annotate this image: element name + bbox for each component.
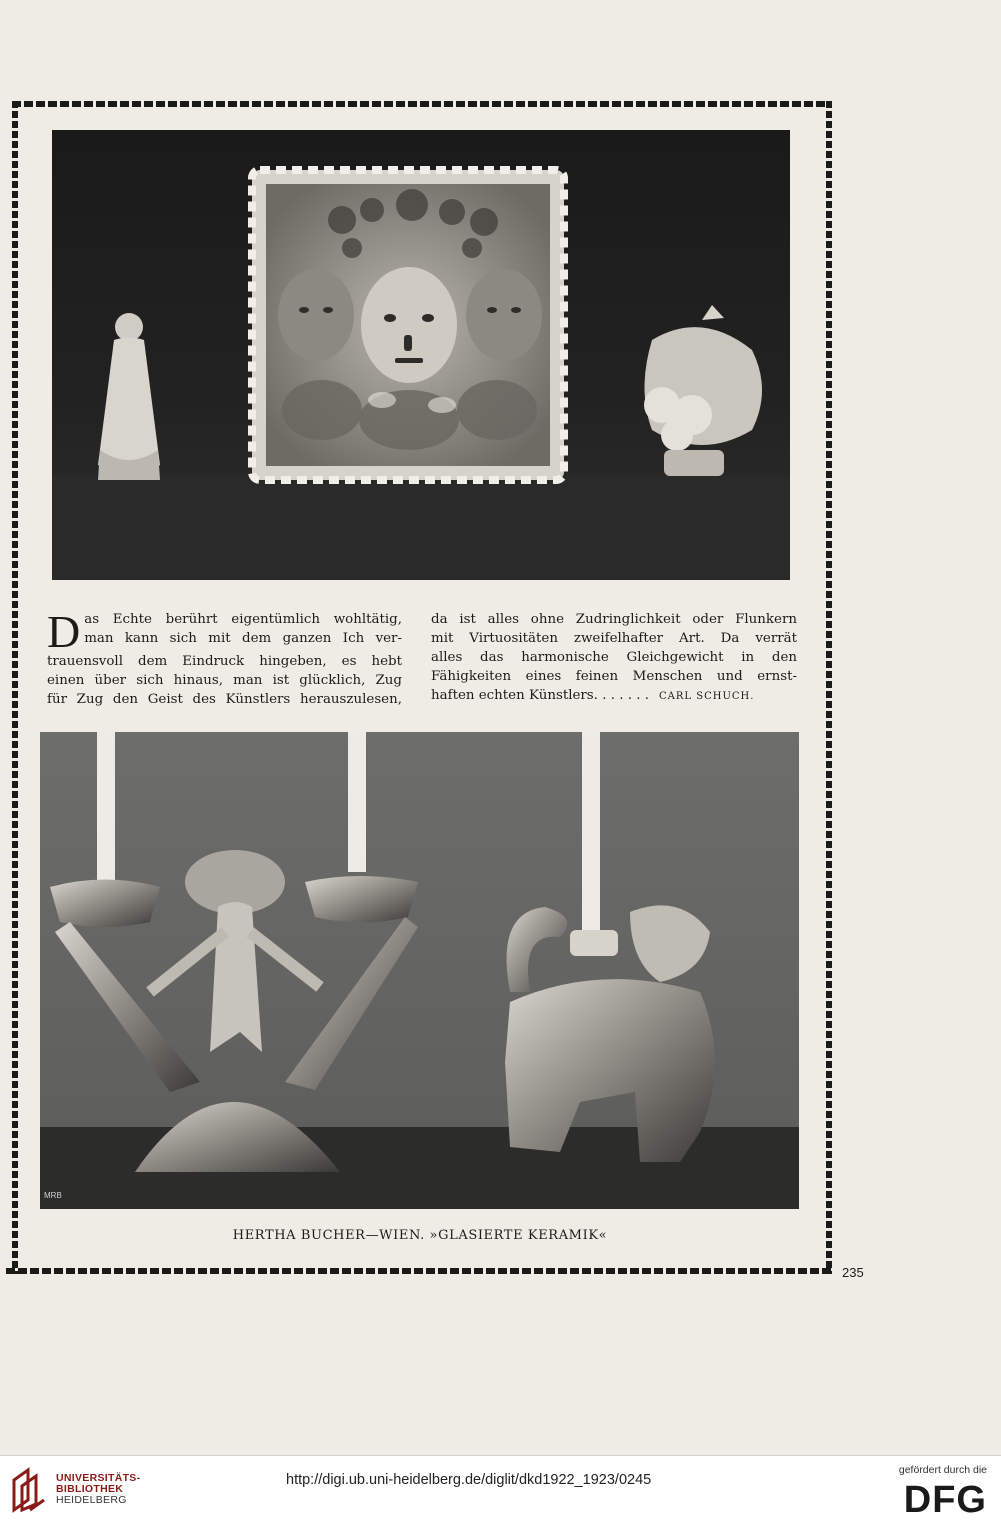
funding-note: gefördert durch die	[898, 1464, 987, 1476]
text-line: trauensvoll dem Eindruck hingeben, es hebt	[47, 654, 402, 669]
frame-top-border	[12, 101, 832, 107]
text-line: mit Virtuositäten zweifelhafter Art. Da verrät	[431, 631, 797, 646]
text-column-left	[47, 606, 402, 709]
photo-monogram: MRB	[44, 1191, 62, 1200]
page-number: 235	[842, 1265, 864, 1280]
bottom-photo-image	[40, 732, 799, 1209]
text-line-end: haften echten Künstlers. . . . . . .	[431, 688, 650, 703]
frame-bottom-border	[6, 1268, 832, 1274]
text-column-right	[431, 610, 797, 706]
text-line: Fähigkeiten eines feinen Menschen und ernst-	[431, 669, 797, 684]
drop-cap-letter: D	[47, 606, 81, 657]
dfg-logo: DFG	[903, 1479, 987, 1521]
library-name-line: BIBLIOTHEK	[56, 1483, 124, 1495]
top-photo-image	[52, 130, 790, 580]
image-caption: HERTHA BUCHER—WIEN. »GLASIERTE KERAMIK«	[232, 1228, 608, 1243]
bottom-photo-candle-holders	[40, 732, 799, 1209]
permalink-url[interactable]: http://digi.ub.uni-heidelberg.de/diglit/dkd1922_1923/0245	[286, 1472, 652, 1488]
digitization-footer	[0, 1455, 1001, 1527]
text-line: einen über sich hinaus, man ist glücklich, Zug	[47, 673, 402, 688]
library-logo-icon	[10, 1466, 48, 1514]
text-line: alles das harmonische Gleichgewicht in den	[431, 650, 797, 665]
text-line: für Zug den Geist des Künstlers herauszulesen,	[47, 692, 402, 707]
frame-right-border	[826, 101, 832, 1274]
text-line: man kann sich mit dem ganzen Ich ver-	[84, 631, 402, 646]
top-photo-ceramic-relief	[52, 130, 790, 580]
text-line: as Echte berührt eigentümlich wohltätig,	[84, 612, 402, 627]
author-signature: CARL SCHUCH.	[659, 691, 755, 702]
library-name-line: UNIVERSITÄTS-	[56, 1472, 141, 1484]
library-name	[56, 1473, 140, 1506]
text-line-with-signature	[431, 686, 797, 706]
frame-left-border	[12, 101, 18, 1274]
text-line: da ist alles ohne Zudringlichkeit oder Flunkern	[431, 612, 797, 627]
library-name-line: HEIDELBERG	[56, 1494, 127, 1506]
